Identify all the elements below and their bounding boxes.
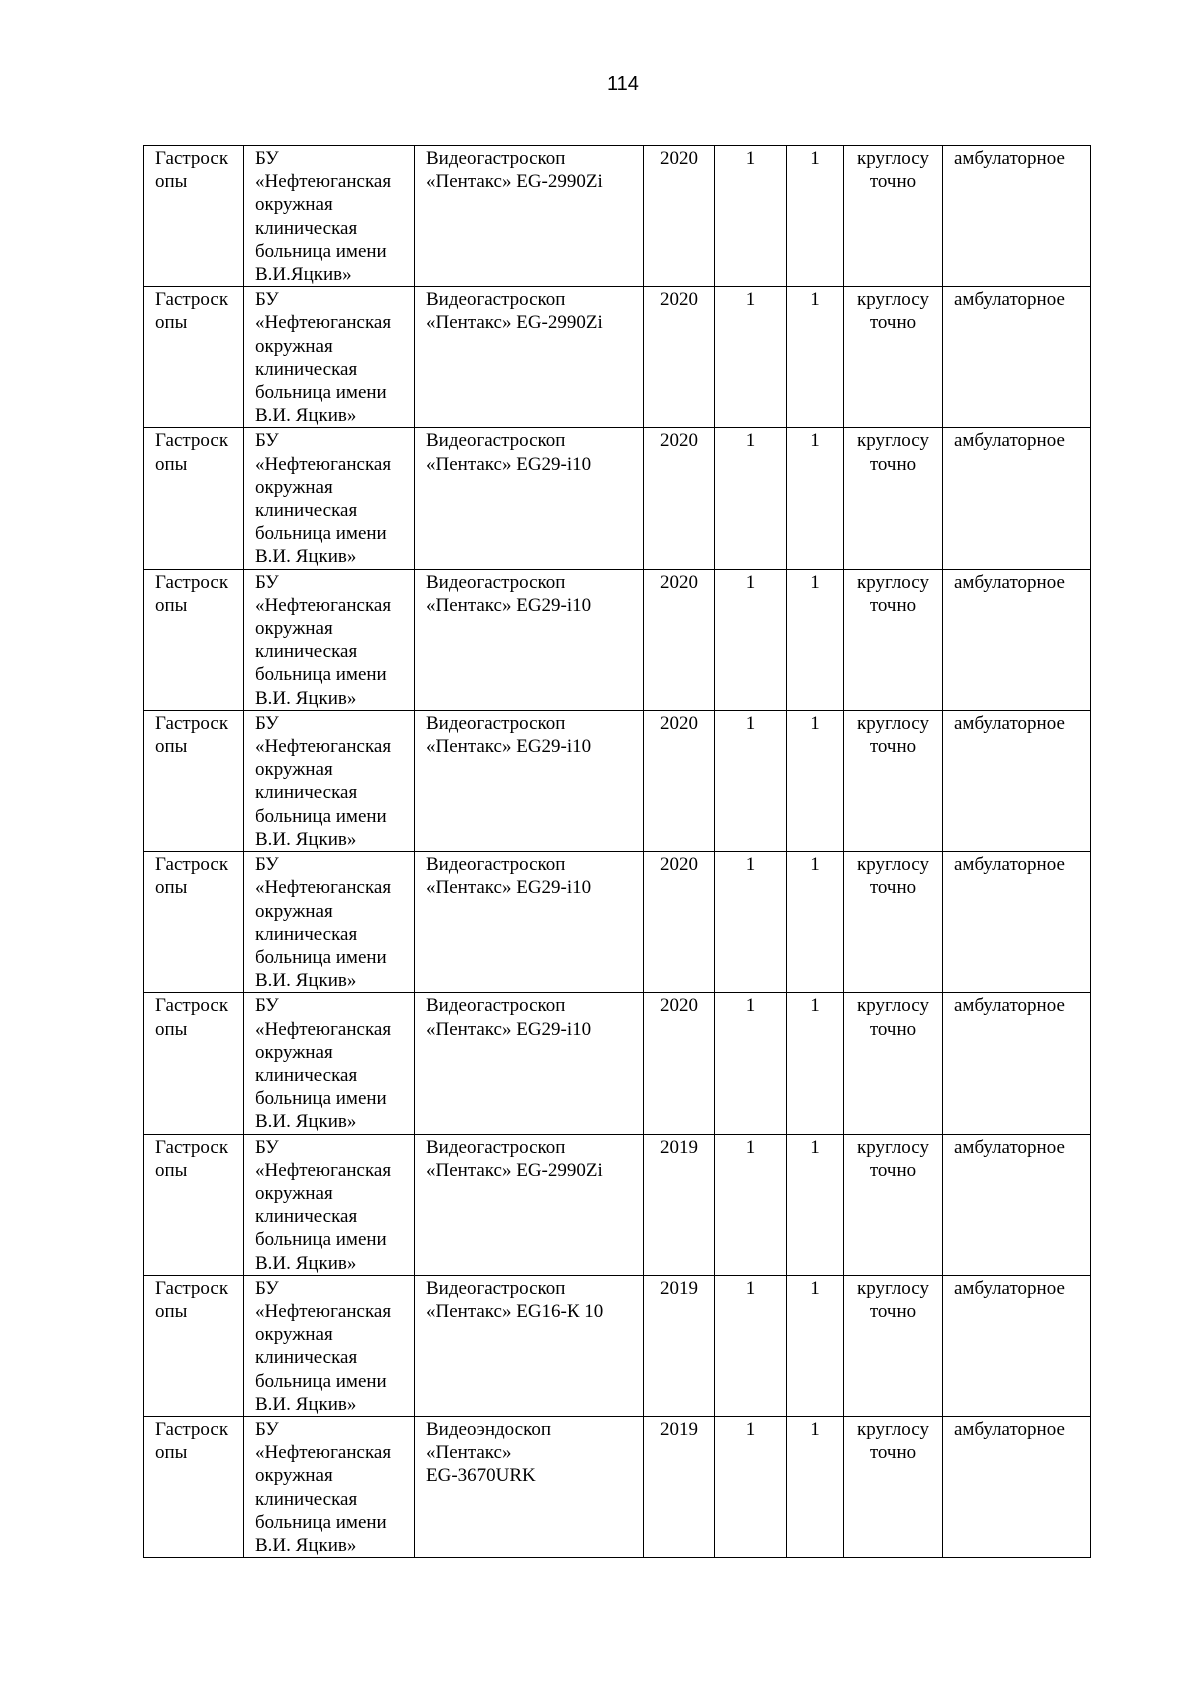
cell-year: 2019: [644, 1275, 715, 1416]
cell-count: 1: [715, 428, 787, 569]
cell-year: 2020: [644, 993, 715, 1134]
cell-count-in-use: 1: [787, 852, 844, 993]
table-row: [144, 146, 1091, 287]
cell-organization: БУ «Нефтеюганская окружная клиническая больница имени В.И. Яцкив»: [244, 993, 415, 1134]
cell-operating-mode: круглосу точно: [844, 710, 943, 851]
cell-count-in-use: 1: [787, 428, 844, 569]
cell-operating-mode: круглосу точно: [844, 993, 943, 1134]
cell-device-model: Видеогастроскоп «Пентакс» EG16-К 10: [415, 1275, 644, 1416]
cell-care-type: амбулаторное: [943, 428, 1091, 569]
cell-year: 2020: [644, 710, 715, 851]
cell-count-in-use: 1: [787, 993, 844, 1134]
cell-device-model: Видеогастроскоп «Пентакс» EG29-i10: [415, 993, 644, 1134]
cell-care-type: амбулаторное: [943, 993, 1091, 1134]
table-row: [144, 569, 1091, 710]
table-row: [144, 1416, 1091, 1557]
cell-operating-mode: круглосу точно: [844, 852, 943, 993]
table-row: [144, 1134, 1091, 1275]
cell-count: 1: [715, 993, 787, 1134]
cell-equipment-type: Гастроск опы: [144, 287, 244, 428]
cell-count: 1: [715, 287, 787, 428]
cell-equipment-type: Гастроск опы: [144, 1275, 244, 1416]
cell-equipment-type: Гастроск опы: [144, 993, 244, 1134]
cell-count: 1: [715, 852, 787, 993]
cell-count: 1: [715, 569, 787, 710]
cell-count: 1: [715, 146, 787, 287]
cell-count-in-use: 1: [787, 1275, 844, 1416]
cell-care-type: амбулаторное: [943, 852, 1091, 993]
cell-organization: БУ «Нефтеюганская окружная клиническая больница имени В.И. Яцкив»: [244, 1416, 415, 1557]
cell-year: 2020: [644, 569, 715, 710]
cell-year: 2020: [644, 287, 715, 428]
cell-care-type: амбулаторное: [943, 146, 1091, 287]
cell-device-model: Видеоэндоскоп «Пентакс» EG-3670URK: [415, 1416, 644, 1557]
cell-device-model: Видеогастроскоп «Пентакс» EG29-i10: [415, 852, 644, 993]
table-row: [144, 428, 1091, 569]
cell-operating-mode: круглосу точно: [844, 428, 943, 569]
cell-year: 2020: [644, 852, 715, 993]
cell-device-model: Видеогастроскоп «Пентакс» EG29-i10: [415, 710, 644, 851]
cell-count: 1: [715, 1134, 787, 1275]
cell-equipment-type: Гастроск опы: [144, 1134, 244, 1275]
cell-organization: БУ «Нефтеюганская окружная клиническая больница имени В.И. Яцкив»: [244, 287, 415, 428]
cell-organization: БУ «Нефтеюганская окружная клиническая больница имени В.И. Яцкив»: [244, 852, 415, 993]
cell-organization: БУ «Нефтеюганская окружная клиническая больница имени В.И. Яцкив»: [244, 1134, 415, 1275]
cell-count-in-use: 1: [787, 287, 844, 428]
cell-care-type: амбулаторное: [943, 1134, 1091, 1275]
cell-organization: БУ «Нефтеюганская окружная клиническая больница имени В.И. Яцкив»: [244, 569, 415, 710]
table-row: [144, 710, 1091, 851]
table-row: [144, 1275, 1091, 1416]
cell-operating-mode: круглосу точно: [844, 1134, 943, 1275]
cell-care-type: амбулаторное: [943, 569, 1091, 710]
cell-operating-mode: круглосу точно: [844, 287, 943, 428]
cell-equipment-type: Гастроск опы: [144, 428, 244, 569]
cell-care-type: амбулаторное: [943, 1275, 1091, 1416]
cell-equipment-type: Гастроск опы: [144, 146, 244, 287]
cell-operating-mode: круглосу точно: [844, 146, 943, 287]
cell-care-type: амбулаторное: [943, 710, 1091, 851]
cell-year: 2019: [644, 1134, 715, 1275]
cell-organization: БУ «Нефтеюганская окружная клиническая больница имени В.И. Яцкив»: [244, 1275, 415, 1416]
cell-equipment-type: Гастроск опы: [144, 1416, 244, 1557]
cell-device-model: Видеогастроскоп «Пентакс» EG29-i10: [415, 569, 644, 710]
cell-organization: БУ «Нефтеюганская окружная клиническая больница имени В.И.Яцкив»: [244, 146, 415, 287]
cell-device-model: Видеогастроскоп «Пентакс» EG-2990Zi: [415, 287, 644, 428]
table-row: [144, 852, 1091, 993]
cell-operating-mode: круглосу точно: [844, 1275, 943, 1416]
page-number: 114: [607, 73, 639, 95]
table-row: [144, 287, 1091, 428]
cell-equipment-type: Гастроск опы: [144, 852, 244, 993]
table-row: [144, 993, 1091, 1134]
cell-count: 1: [715, 1275, 787, 1416]
cell-count: 1: [715, 710, 787, 851]
cell-organization: БУ «Нефтеюганская окружная клиническая больница имени В.И. Яцкив»: [244, 710, 415, 851]
cell-year: 2020: [644, 146, 715, 287]
cell-organization: БУ «Нефтеюганская окружная клиническая больница имени В.И. Яцкив»: [244, 428, 415, 569]
cell-operating-mode: круглосу точно: [844, 1416, 943, 1557]
cell-year: 2019: [644, 1416, 715, 1557]
cell-care-type: амбулаторное: [943, 1416, 1091, 1557]
cell-device-model: Видеогастроскоп «Пентакс» EG-2990Zi: [415, 1134, 644, 1275]
cell-count-in-use: 1: [787, 710, 844, 851]
cell-device-model: Видеогастроскоп «Пентакс» EG29-i10: [415, 428, 644, 569]
cell-year: 2020: [644, 428, 715, 569]
cell-count: 1: [715, 1416, 787, 1557]
cell-equipment-type: Гастроск опы: [144, 569, 244, 710]
cell-device-model: Видеогастроскоп «Пентакс» EG-2990Zi: [415, 146, 644, 287]
table-body: [144, 146, 1091, 1558]
cell-equipment-type: Гастроск опы: [144, 710, 244, 851]
cell-count-in-use: 1: [787, 146, 844, 287]
cell-care-type: амбулаторное: [943, 287, 1091, 428]
cell-count-in-use: 1: [787, 569, 844, 710]
cell-count-in-use: 1: [787, 1134, 844, 1275]
cell-operating-mode: круглосу точно: [844, 569, 943, 710]
cell-count-in-use: 1: [787, 1416, 844, 1557]
equipment-table: [143, 145, 1091, 1558]
